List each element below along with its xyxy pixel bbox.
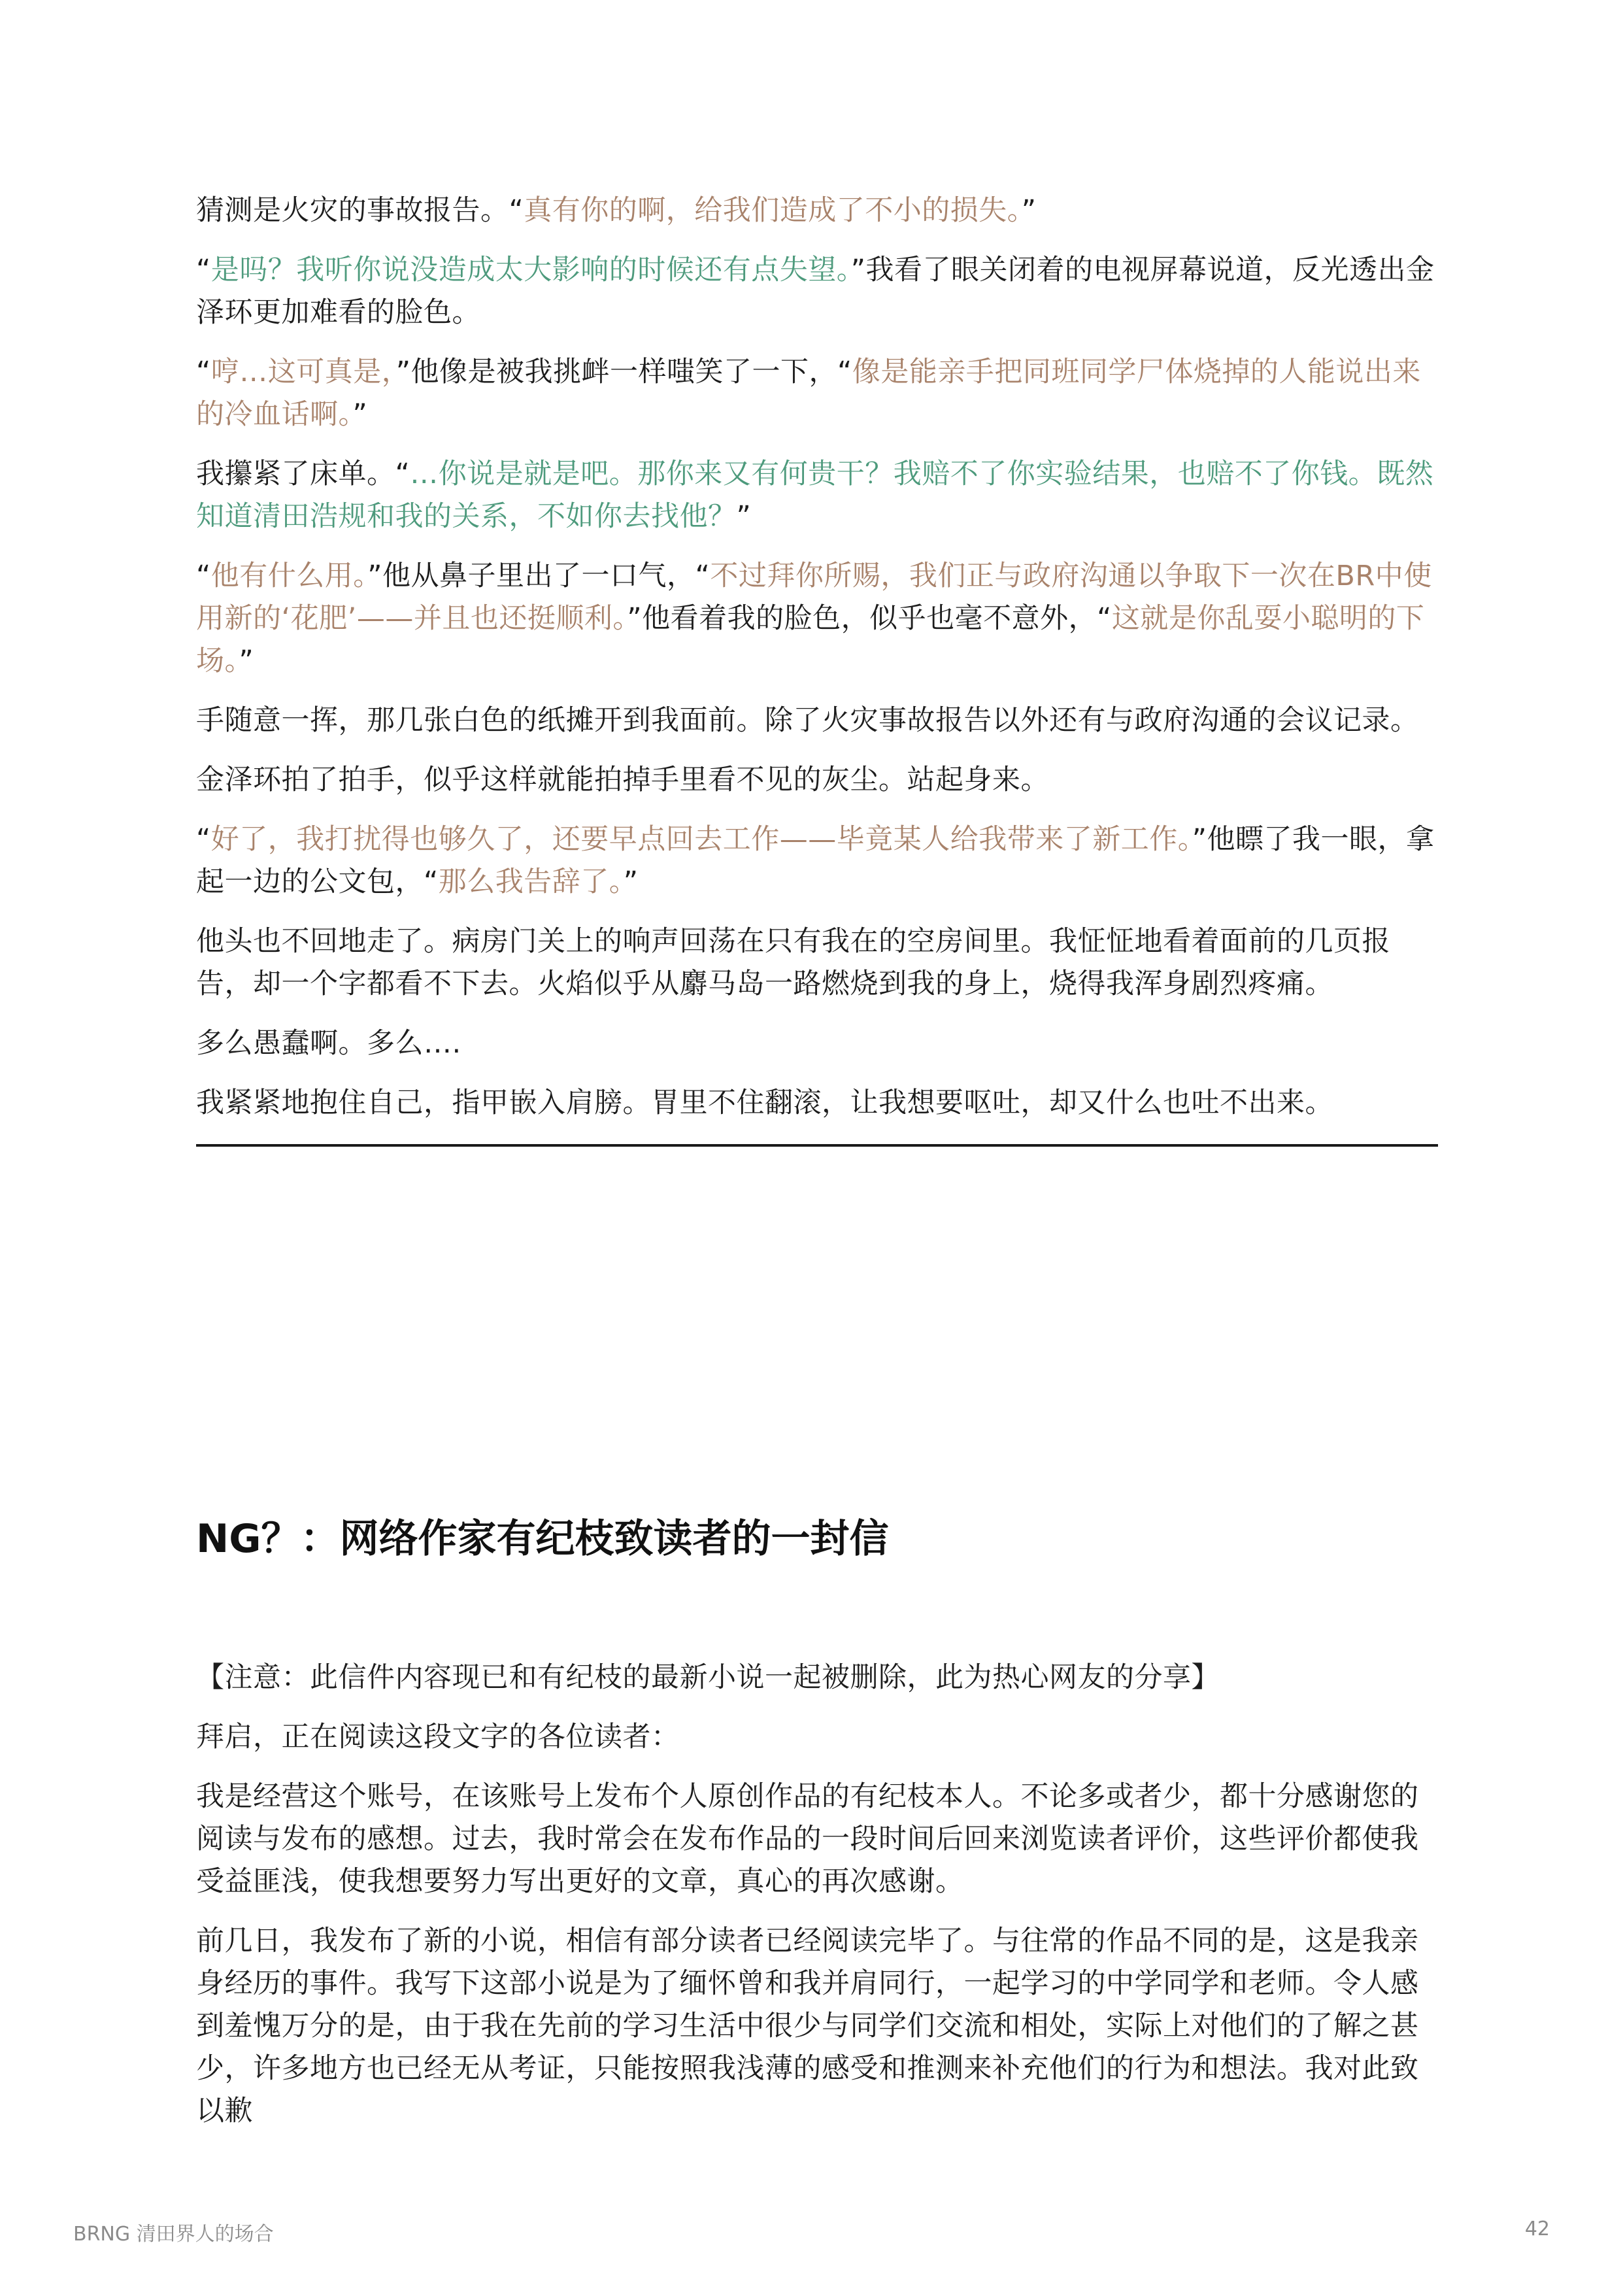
letter-paragraph: 拜启，正在阅读这段文字的各位读者： [196,1721,680,1753]
dialogue-text: 那么我告辞了。 [438,866,624,898]
story-paragraph [196,351,1438,436]
narration-text: ” [239,645,254,677]
letter-paragraph: 前几日，我发布了新的小说，相信有部分读者已经阅读完毕了。与往常的作品不同的是，这是我亲身经历的事件。我写下这部小说是为了缅怀曾和我并肩同行，一起学习的中学同学和老师。令人感到羞愧万分的是，由于我在先前的学习生活中很少与同学们交流和相处，实际上对他们的了解之甚少，许多地方也已经无从考证，只能按照我浅薄的感受和推测来补充他们的行为和想法。我对此致以歉 [196,1925,1419,2127]
story-paragraph [196,819,1438,903]
narration-text: ”我看了眼关闭着的电视屏幕说道，反光透出金泽环更加难看的脸色。 [196,254,1435,329]
narration-text: ” [352,398,368,431]
dialogue-text: 哼…这可真是， [210,356,396,388]
page-number: 42 [1524,2218,1550,2240]
page-content [196,190,1438,2150]
narration-text: 我紧紧地抱住自己，指甲嵌入肩膀。胃里不住翻滚，让我想要呕吐，却又什么也吐不出来。 [196,1087,1333,1119]
story-section [196,190,1438,1124]
dialogue-text: 这就是你乱耍小聪明的下场。 [196,602,1425,677]
story-paragraph [196,1082,1438,1124]
story-paragraph [196,1022,1438,1065]
story-paragraph [196,920,1438,1005]
narration-text: “ [196,823,211,856]
story-paragraph [196,249,1438,334]
story-paragraph [196,759,1438,802]
story-paragraph [196,453,1438,538]
narration-text: “ [196,356,211,388]
narration-text: ”他像是被我挑衅一样嗤笑了一下，“ [395,356,852,388]
story-paragraph [196,190,1438,232]
dialogue-text: 像是能亲手把同班同学尸体烧掉的人能说出来的冷血话啊。 [196,356,1421,431]
narration-text: ” [623,866,639,898]
story-paragraph [196,555,1438,683]
narration-text: ”他从鼻子里出了一口气，“ [367,560,711,592]
narration-text: ” [1021,194,1037,227]
narration-text: 猜测是火灾的事故报告。“ [196,194,524,227]
narration-text: 他头也不回地走了。病房门关上的响声回荡在只有我在的空房间里。我怔怔地看着面前的几页报告，却一个字都看不下去。火焰似乎从麝马岛一路燃烧到我的身上，烧得我浑身剧烈疼痛。 [196,925,1390,1000]
letter-paragraph: 【注意：此信件内容现已和有纪枝的最新小说一起被删除，此为热心网友的分享】 [196,1661,1220,1694]
dialogue-text: 真有你的啊，给我们造成了不小的损失。 [524,194,1022,227]
dialogue-text: 是吗？我听你说没造成太大影响的时候还有点失望。 [210,254,851,286]
narration-text: ”他瞟了我一眼，拿起一边的公文包，“ [196,823,1435,898]
dialogue-text: 不过拜你所赐，我们正与政府沟通以争取下一次在BR中使用新的‘花肥’——并且也还挺顺利。 [196,560,1432,635]
letter-paragraph: 我是经营这个账号，在该账号上发布个人原创作品的有纪枝本人。不论多或者少，都十分感谢您的阅读与发布的感想。过去，我时常会在发布作品的一段时间后回来浏览读者评价，这些评价都使我受益匪浅，使我想要努力写出更好的文章，真心的再次感谢。 [196,1780,1419,1898]
section-heading: NG？：网络作家有纪枝致读者的一封信 [196,1516,889,1562]
letter-section [196,1657,1438,2133]
narration-text: 我攥紧了床单。“ [196,458,410,490]
narration-text: 多么愚蠢啊。多么…. [196,1027,461,1060]
narration-text: 金泽环拍了拍手，似乎这样就能拍掉手里看不见的灰尘。站起身来。 [196,764,1049,796]
narration-text: “ [196,254,211,286]
dialogue-text: 好了，我打扰得也够久了，还要早点回去工作——毕竟某人给我带来了新工作。 [210,823,1192,856]
footer-title: BRNG 清田界人的场合 [73,2223,274,2246]
narration-text: ” [736,500,752,533]
story-paragraph [196,700,1438,742]
narration-text: ”他看着我的脸色，似乎也毫不意外，“ [627,602,1112,635]
section-divider [196,1144,1438,1147]
dialogue-text: …你说是就是吧。那你来又有何贵干？我赔不了你实验结果，也赔不了你钱。既然知道清田浩规和我的关系，不如你去找他？ [196,458,1434,533]
dialogue-text: 他有什么用。 [210,560,368,592]
narration-text: “ [196,560,211,592]
narration-text: 手随意一挥，那几张白色的纸摊开到我面前。除了火灾事故报告以外还有与政府沟通的会议记录。 [196,704,1419,737]
